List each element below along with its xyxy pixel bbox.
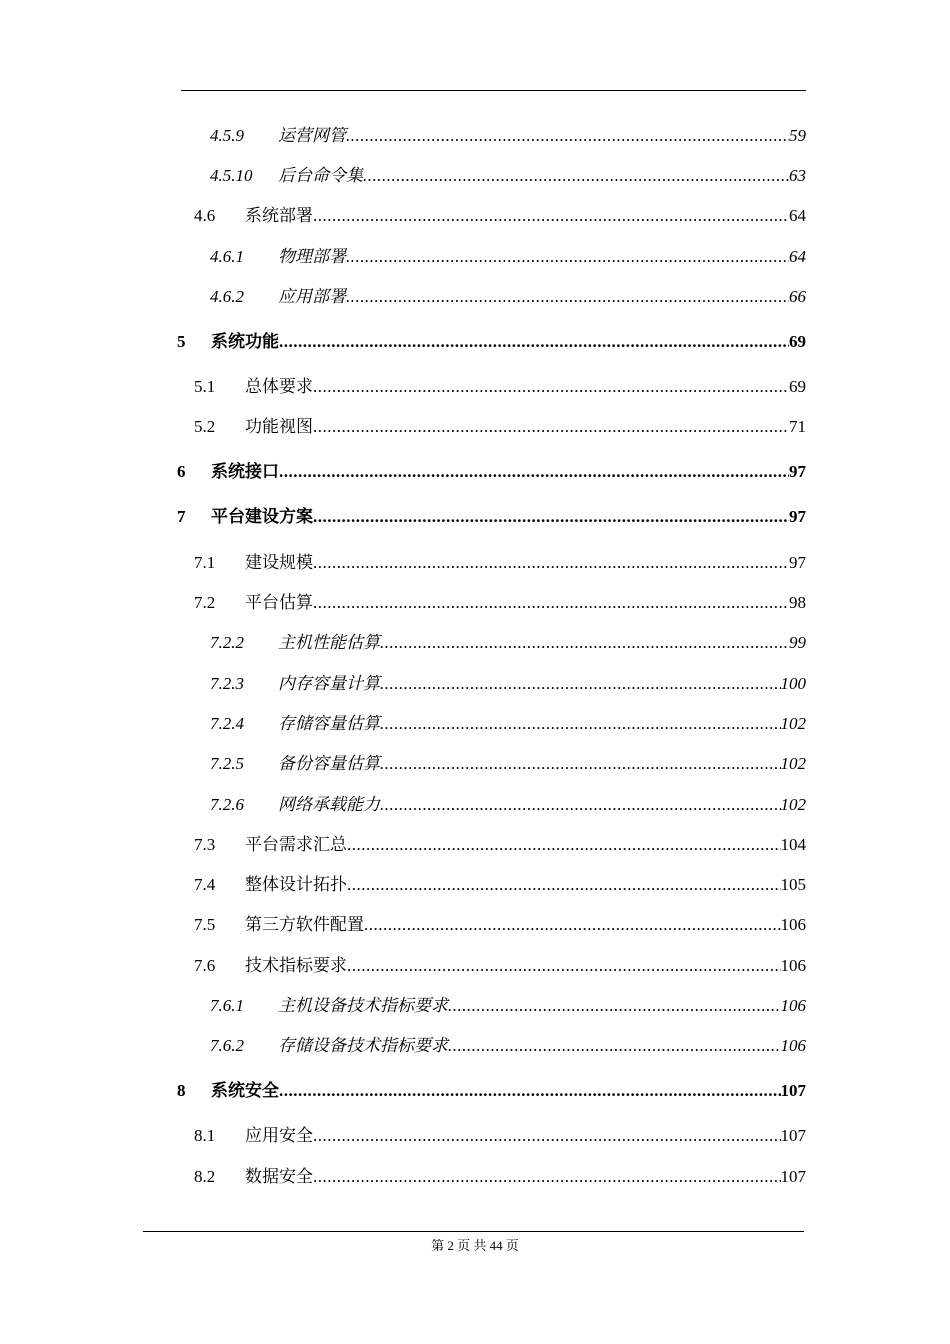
toc-entry-number: 7.2.6 — [210, 795, 244, 814]
toc-entry-title: 平台估算 — [245, 593, 313, 612]
dot-leader — [313, 1124, 781, 1148]
dot-leader — [364, 913, 781, 937]
dot-leader — [380, 793, 781, 817]
toc-entry-title: 内存容量计算 — [278, 674, 380, 693]
dot-leader — [448, 994, 781, 1018]
toc-entry[interactable] — [194, 591, 806, 615]
toc-entry-page: 97 — [789, 553, 806, 572]
toc-entry-title: 运营网管 — [278, 126, 346, 145]
dot-leader — [346, 245, 789, 269]
toc-entry-title: 系统功能 — [211, 332, 279, 351]
toc-entry-title: 整体设计拓扑 — [245, 875, 347, 894]
dot-leader — [279, 330, 789, 354]
toc-entry[interactable] — [194, 1165, 806, 1189]
header-rule — [181, 90, 806, 91]
toc-entry-number: 7.2 — [194, 593, 216, 612]
toc-entry-title: 物理部署 — [278, 247, 346, 266]
toc-entry[interactable] — [210, 1034, 806, 1058]
toc-entry-number: 7.4 — [194, 875, 216, 894]
toc-entry-title: 系统安全 — [211, 1081, 279, 1100]
dot-leader — [380, 712, 781, 736]
toc-entry[interactable] — [194, 833, 806, 857]
toc-entry-title: 后台命令集 — [278, 166, 363, 185]
toc-entry-page: 106 — [780, 996, 806, 1015]
toc-entry[interactable] — [210, 994, 806, 1018]
toc-entry-title: 存储设备技术指标要求 — [278, 1036, 448, 1055]
toc-entry[interactable] — [210, 793, 806, 817]
page-footer: 第 2 页 共 44 页 — [431, 1238, 519, 1253]
toc-entry-page: 66 — [789, 287, 806, 306]
toc-entry-page: 106 — [780, 1036, 806, 1055]
toc-entry[interactable] — [210, 245, 806, 269]
dot-leader — [313, 204, 789, 228]
toc-entry[interactable] — [210, 752, 806, 776]
dot-leader — [347, 954, 781, 978]
dot-leader — [279, 460, 789, 484]
toc-entry-page: 107 — [780, 1167, 806, 1186]
toc-entry[interactable] — [194, 415, 806, 439]
toc-entry-number: 7 — [177, 507, 186, 526]
toc-entry[interactable] — [194, 913, 806, 937]
toc-entry-page: 59 — [789, 126, 806, 145]
toc-entry-title: 平台需求汇总 — [245, 835, 347, 854]
toc-entry-title: 功能视图 — [245, 417, 313, 436]
toc-entry-title: 备份容量估算 — [278, 754, 380, 773]
toc-entry-number: 7.1 — [194, 553, 216, 572]
toc-entry-page: 97 — [789, 507, 806, 526]
toc-entry-number: 7.6.2 — [210, 1036, 244, 1055]
toc-entry-number: 7.3 — [194, 835, 216, 854]
toc-entry[interactable] — [210, 672, 806, 696]
toc-entry-page: 97 — [789, 462, 806, 481]
toc-entry-title: 存储容量估算 — [278, 714, 380, 733]
toc-entry-title: 总体要求 — [245, 377, 313, 396]
dot-leader — [380, 672, 781, 696]
toc-entry[interactable] — [194, 204, 806, 228]
toc-entry-page: 105 — [780, 875, 806, 894]
toc-entry-number: 5 — [177, 332, 186, 351]
dot-leader — [347, 833, 781, 857]
toc-entry[interactable] — [210, 285, 806, 309]
toc-entry-page: 107 — [780, 1081, 806, 1100]
toc-entry-number: 4.5.10 — [210, 166, 253, 185]
toc-entry-number: 4.6.2 — [210, 287, 244, 306]
toc-entry-page: 69 — [789, 377, 806, 396]
toc-entry-title: 应用安全 — [245, 1126, 313, 1145]
toc-entry[interactable] — [194, 375, 806, 399]
toc-entry-number: 4.6 — [194, 206, 216, 225]
toc-entry-number: 4.6.1 — [210, 247, 244, 266]
toc-entry[interactable] — [177, 460, 806, 484]
toc-entry-page: 98 — [789, 593, 806, 612]
toc-entry-page: 106 — [780, 915, 806, 934]
toc-entry-title: 主机设备技术指标要求 — [278, 996, 448, 1015]
toc-entry-page: 64 — [789, 206, 806, 225]
toc-entry[interactable] — [210, 712, 806, 736]
toc-entry[interactable] — [177, 505, 806, 529]
toc-entry-page: 104 — [780, 835, 806, 854]
toc-entry-page: 100 — [780, 674, 806, 693]
toc-entry-title: 平台建设方案 — [211, 507, 313, 526]
dot-leader — [313, 415, 789, 439]
toc-entry-title: 系统部署 — [245, 206, 313, 225]
dot-leader — [380, 631, 789, 655]
toc-entry-page: 69 — [789, 332, 806, 351]
dot-leader — [313, 375, 789, 399]
toc-entry-number: 7.2.3 — [210, 674, 244, 693]
dot-leader — [313, 551, 789, 575]
dot-leader — [363, 164, 789, 188]
dot-leader — [346, 124, 789, 148]
dot-leader — [313, 591, 789, 615]
dot-leader — [448, 1034, 781, 1058]
toc-entry-number: 4.5.9 — [210, 126, 244, 145]
toc-entry-page: 71 — [789, 417, 806, 436]
toc-entry-page: 64 — [789, 247, 806, 266]
toc-entry-number: 7.5 — [194, 915, 216, 934]
toc-entry-number: 8.1 — [194, 1126, 216, 1145]
toc-entry-title: 网络承载能力 — [278, 795, 380, 814]
dot-leader — [279, 1079, 781, 1103]
toc-entry-number: 7.2.5 — [210, 754, 244, 773]
dot-leader — [313, 505, 789, 529]
toc-entry[interactable] — [194, 1124, 806, 1148]
toc-entry[interactable] — [194, 873, 806, 897]
toc-entry-title: 数据安全 — [245, 1167, 313, 1186]
dot-leader — [313, 1165, 781, 1189]
toc-entry-page: 107 — [780, 1126, 806, 1145]
toc-entry-number: 8.2 — [194, 1167, 216, 1186]
footer-rule — [143, 1231, 804, 1232]
toc-entry[interactable] — [177, 330, 806, 354]
toc-entry-page: 63 — [789, 166, 806, 185]
toc-entry-number: 5.1 — [194, 377, 216, 396]
toc-entry[interactable] — [194, 954, 806, 978]
toc-entry-number: 6 — [177, 462, 186, 481]
toc-entry-title: 建设规模 — [245, 553, 313, 572]
toc-entry-title: 系统接口 — [211, 462, 279, 481]
toc-entry-number: 7.2.4 — [210, 714, 244, 733]
toc-entry-title: 应用部署 — [278, 287, 346, 306]
toc-entry-page: 99 — [789, 633, 806, 652]
toc-entry-number: 7.6 — [194, 956, 216, 975]
toc-entry-page: 102 — [780, 714, 806, 733]
toc-entry-title: 第三方软件配置 — [245, 915, 364, 934]
dot-leader — [347, 873, 781, 897]
toc-entry[interactable] — [210, 124, 806, 148]
toc-entry-title: 技术指标要求 — [245, 956, 347, 975]
toc-entry[interactable] — [194, 551, 806, 575]
toc-entry-number: 7.2.2 — [210, 633, 244, 652]
toc-entry-page: 102 — [780, 754, 806, 773]
dot-leader — [380, 752, 781, 776]
dot-leader — [346, 285, 789, 309]
toc-entry-title: 主机性能估算 — [278, 633, 380, 652]
toc-entry-number: 5.2 — [194, 417, 216, 436]
toc-entry-page: 106 — [780, 956, 806, 975]
toc-entry-page: 102 — [780, 795, 806, 814]
toc-entry[interactable] — [210, 164, 806, 188]
toc-entry-number: 7.6.1 — [210, 996, 244, 1015]
toc-entry[interactable] — [210, 631, 806, 655]
toc-entry-number: 8 — [177, 1081, 186, 1100]
toc-entry[interactable] — [177, 1079, 806, 1103]
